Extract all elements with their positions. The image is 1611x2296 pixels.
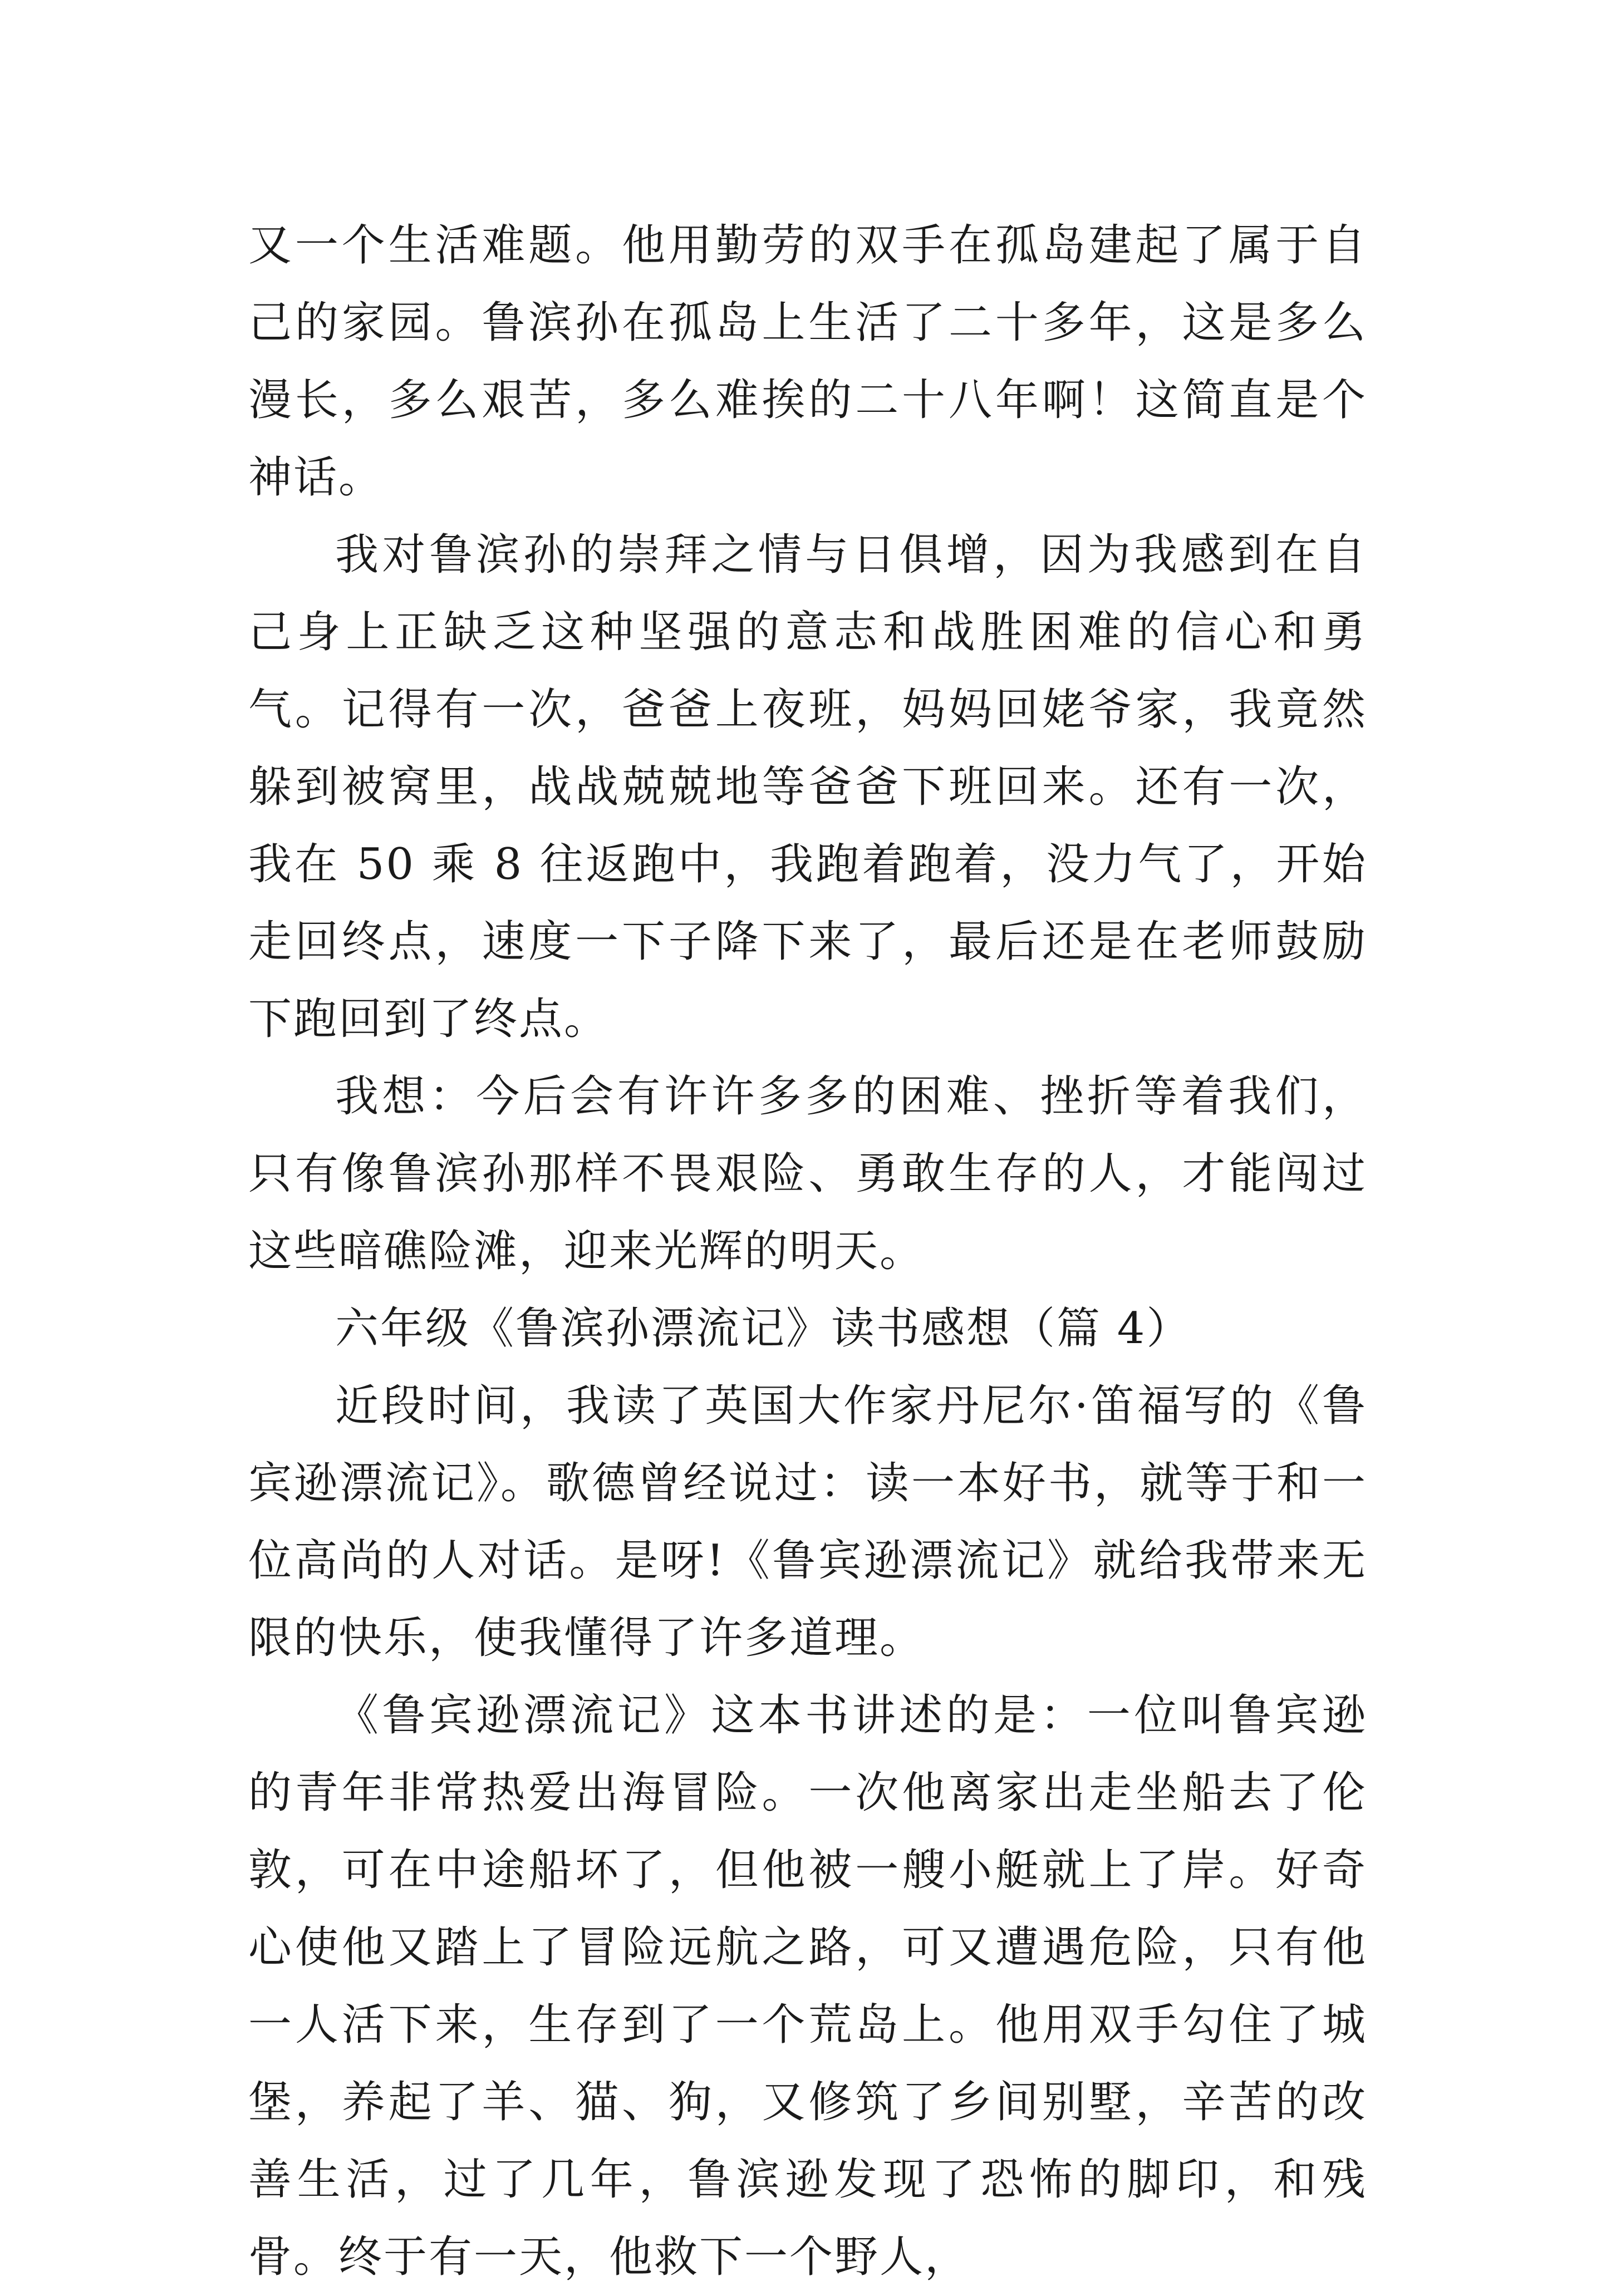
paragraph-4: 近段时间，我读了英国大作家丹尼尔·笛福写的《鲁宾逊漂流记》。歌德曾经说过：读一本好书，就等于和一位高尚的人对话。是呀!《鲁宾逊漂流记》就给我带来无限的快乐，使我懂得了许多道理。 (248, 1381, 1367, 1663)
paragraph-3: 我想：今后会有许许多多的困难、挫折等着我们，只有像鲁滨孙那样不畏艰险、勇敢生存的人，才能闯过这些暗礁险滩，迎来光辉的明天。 (248, 1071, 1367, 1276)
section-heading: 六年级《鲁滨孙漂流记》读书感想（篇 4） (335, 1304, 1192, 1354)
paragraph-5: 《鲁宾逊漂流记》这本书讲述的是：一位叫鲁宾逊的青年非常热爱出海冒险。一次他离家出走坐船去了伦敦，可在中途船坏了，但他被一艘小艇就上了岸。好奇心使他又踏上了冒险远航之路，可又遭遇危险，只有他一人活下来，生存到了一个荒岛上。他用双手勾住了城堡，养起了羊、猫、狗，又修筑了乡间别墅，辛苦的改善生活，过了几年，鲁滨逊发现了恐怖的脚印，和残骨。终于有一天，他救下一个野人， (248, 1690, 1367, 2282)
body-text (248, 207, 1367, 2296)
paragraph-2: 我对鲁滨孙的崇拜之情与日俱增，因为我感到在自己身上正缺乏这种坚强的意志和战胜困难的信心和勇气。记得有一次，爸爸上夜班，妈妈回姥爷家，我竟然躲到被窝里，战战兢兢地等爸爸下班回来。还有一次，我在 50 乘 8 往返跑中，我跑着跑着，没力气了，开始走回终点，速度一下子降下来了，最后还是在老师鼓励下跑回到了终点。 (248, 530, 1367, 1044)
paragraph-1: 又一个生活难题。他用勤劳的双手在孤岛建起了属于自己的家园。鲁滨孙在孤岛上生活了二十多年，这是多么漫长，多么艰苦，多么难挨的二十八年啊！这简直是个神话。 (248, 220, 1367, 503)
